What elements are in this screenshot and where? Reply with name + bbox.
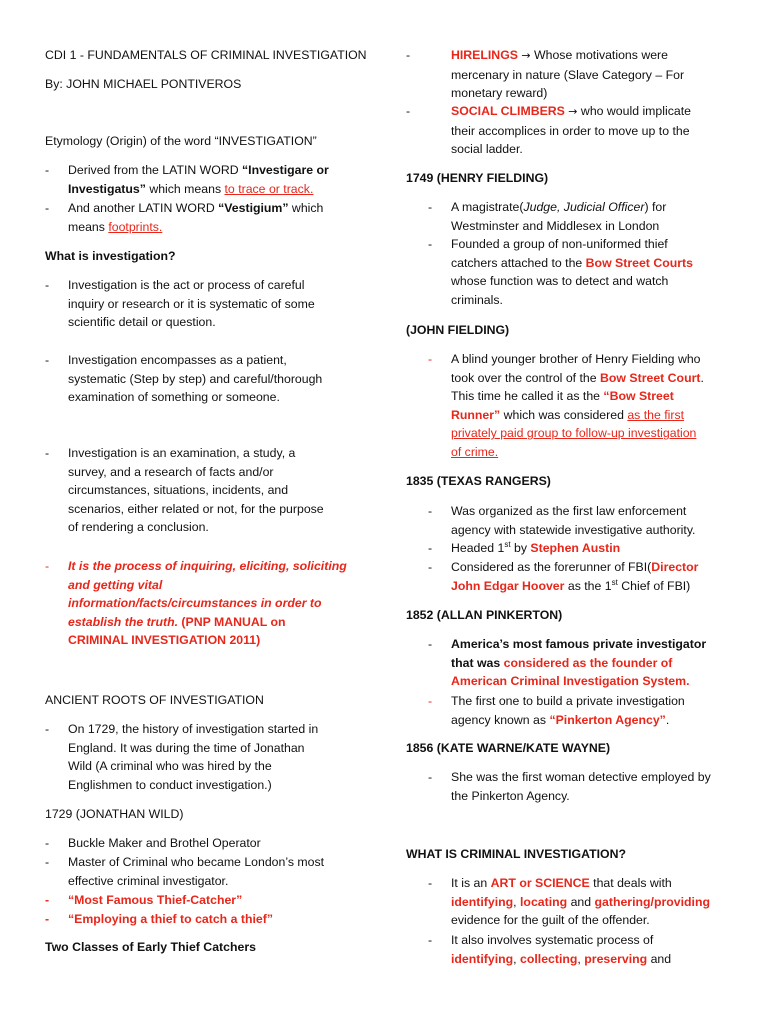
document-author: By: JOHN MICHAEL PONTIVEROS [45,77,242,91]
section-heading: 1856 (KATE WARNE/KATE WAYNE) [406,741,611,755]
section-heading: WHAT IS CRIMINAL INVESTIGATION? [406,847,626,861]
document-title: CDI 1 - FUNDAMENTALS OF CRIMINAL INVESTIGATION [45,48,367,62]
arrow-right-icon: → [521,49,531,62]
section-heading: 1835 (TEXAS RANGERS) [406,474,551,488]
section-heading: 1729 (JONATHAN WILD) [45,807,184,821]
section-heading: 1852 (ALLAN PINKERTON) [406,608,563,622]
section-heading: ANCIENT ROOTS OF INVESTIGATION [45,693,264,707]
section-heading: 1749 (HENRY FIELDING) [406,171,549,185]
arrow-right-icon: → [568,105,578,118]
section-heading: (JOHN FIELDING) [406,323,510,337]
etymology-heading: Etymology (Origin) of the word “INVESTIGATION” [45,134,317,148]
section-heading: Two Classes of Early Thief Catchers [45,940,256,954]
section-heading: What is investigation? [45,249,176,263]
